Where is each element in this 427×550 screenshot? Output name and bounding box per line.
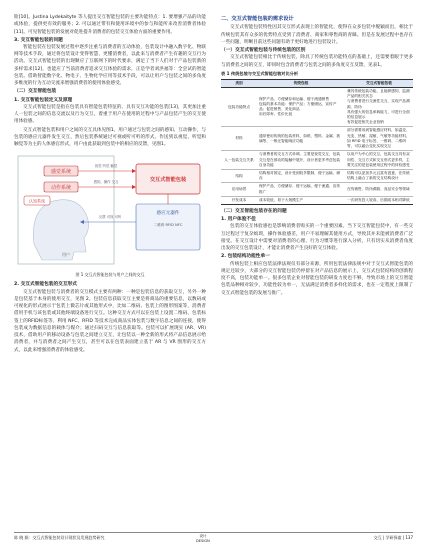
paragraph: 智能包装在包装发展过程中逐步注重与消费者的互动体验，包装设计中融入数字化、物联网等技术手段，通过将包装设计变得智慧，更懂消费者，以此来与消费者产生有趣的交互行为活动。交互式智能包装的出现顺应了互联网下的时代要求，满足了当下人们对于产品包装新的多样需求[12]，也能应了当前消费者追求交互体验的需求，正是学者刘洪福等：全尝试的智能包装。借助智能数字化、物电子、生物化学应用等技术手段，可以让用户与包装之间的多角度多维度的行为互动交流来增强消费者的使用体验感受。 [14,44,206,87]
table-row [221,127,413,151]
subsection-heading: 1. 交互智能包装定义及原理 [14,97,73,103]
page-footer [14,532,413,544]
tag-feedback: 反馈 可视 可听 [98,215,122,220]
diagram-svg [14,152,206,270]
subsection-heading: 2. 交互式智能包装的交互形式 [14,282,77,288]
subsection-heading: 2. 包装结构功能性单一 [221,254,270,260]
footer-page-info: 交互 | 学研探索 | 137 [373,535,413,540]
table-cell: 包装功能特点 [221,88,257,127]
table-header: 类别 [221,79,257,87]
paragraph: 交互式智能包装特性因其交互形式表现上的智能化，使得在众多包装中脱颖而出，相比于传统包装其有众多的优势特点受到了消费者、商家和零售商的青睐。但是在发展过程中也存在一些问题，明晰目前这些问题有助于更好地进行包装设计。 [221,25,413,45]
subsection-heading: （一）交互式智能包装与传统包装的区别 [221,48,306,54]
table-cell: 应用场景 [221,183,257,196]
paragraph: 包装的交互体验感也是影响消费者购买的一个重要因素。当下交互智能包装中，有一些交互过程过于复杂烦琐，操作体验感差，用户不易理解其使用方式，导致其并未能被消费者广泛接受。在交互设计中需要对消费者的心理、行为习惯等进行深入分析，只有切实从消费者角度出发的交互包装设计，才能让消费者产生良好的交互体验。 [221,224,413,252]
paragraph: 交互式智能包装是指在包装具有智能包装特征的、具有交互功能的包装[13]，其更加注重人一包装之间的信息交流以及行为交互，着重于用户在使用的过程中与产品包装产生的交互使用体验感。 [14,104,206,125]
table-cell: 材料 [221,127,257,151]
sense-system-label: 感觉系统 [50,169,72,176]
table-cell: 以用户为中心的交互，包装交互具有双向性、交互方式和交互形式更多样，主要关注的是包装使用过程中的体验感受 [345,151,413,170]
sensor-label: 感应元器件 [156,211,180,217]
table-header-row [221,79,413,87]
table-header: 传统包装 [257,79,345,87]
section-heading: （二）交互智能包装 [14,89,57,95]
arrow-head [132,169,136,173]
paragraph: 交互式智能包装与消费者的交互模式主要有两种：一种是包装信息的获取交互，另外一种是包装基于本身的使用交互，见图 2。包装信息获取交互主要是将商品的重要信息，以数码或可视化的形式展示于包装上微芯片或其他形式中，比如二维码、包装上的图形图案等，消费者借用手机与该包装或其他终端设备进行交互。这种交互方式可以在包装上设置二维码、包装标签上的RFID标签等，利用 NFC、RFID 等技术完成商品实体包装与数字信息之间的连接，使得包装成为数据信息的载体与媒介；通过扫码交互与信息获取等。包装可以扩展现实 (AR、VR) 技术，借助用户的移动设备与包装之间建立交互，让包装以一种全新的形式将产品信息展示给消费者，并与消费者之间产生交互，甚至可以在包装表面建立基于 AR 与 VR 图形的交互方式，以此来增强消费者的体验感受。 [14,289,206,353]
footer-article-title: 陈 晓 娟：交互式智能包装设计现状及发展趋势研究 [14,535,105,540]
subsection-heading: 1. 用户体验不佳 [221,217,256,223]
comparison-table [221,79,413,205]
table-cell: 兼具传统包装功能，且能够感知、监测产品的相关状态 与消费者进行交流性交互、实现产品溯源、防伪 具有强大的信息承载能力，可进行全面的信息展示 有效促进相关企业营销 [345,88,413,127]
table-cell: 部分需要用到智能感应材料，如温变、光变、热敏、湿敏、气敏等功能材料，如 RFID 电子标签、一维码、二维码等，可以融合变化实现交互 [345,127,413,151]
table-row [221,88,413,127]
user-label: 用户 [62,252,70,258]
interaction-diagram [14,152,206,270]
user-head-icon [33,200,88,260]
table-cell: 保护产品、方便储存、便于运输、便于流通、宣传推广 [257,183,345,196]
paragraph: 险[10]。Justina Lydekaityte 等人提出交互智能包装的主要功能特点：1. 要增强产品的功能或体验，提供更有效的服务；2. 可以通过带有和使用环境中的参与和能所来改善消费者体验[11]。可见智能包装的发展对促进提升消费者的包装交互体验方面的重要作用。 [14,15,206,35]
tag-action: 感知、操作 交互 [93,180,119,185]
table-row [221,169,413,182]
table-cell: 一次研发投入较高，后期成本相对降低 [345,196,413,204]
motion-system-label: 动作系统 [50,185,72,192]
table-caption: 表 1 传统包装与交互式智能包装对比分析 [221,70,299,76]
tag-visual: 视觉 听觉 触觉 [94,164,118,169]
table-cell: 结构相对固定，设计受到较多限制，便于运输、储存 [257,169,345,182]
table-cell: 与消费者的交互方式单调，主要是视觉交互，包装交互是在被动的接触中展开，设计者更多考虑包装自身功能 [257,151,345,170]
section-heading: 二、交互式智能包装的需求设计 [221,16,294,22]
table-row [221,151,413,170]
table-row [221,196,413,204]
paragraph: 交互式智能包装和用户之间的交互具体见图1。用户通过与包装之间的感知、互动操作，与包装的感应元器件发生交互，然后包装系统通过可视或听可听的形式，作送到以视觉、听觉和触觉等为主的人体感官形式，用户由此获取到包装中的相应的反馈，见图1。 [14,127,206,148]
table-cell: 成本较低，易于大规模生产 [257,196,345,204]
footer-journal-mark: 设计 DESIGN [196,534,210,543]
right-column [221,14,413,298]
paragraph: 传统包装上相应包装法律法规仅有部分来源，所用包装法律法规中对于交互式智能包装的规定还较少，大部分的交互智能包装仍停留在对产品信息的展示上，交互式包装结构的创新程度不高，包装功能单一。很多包装企业对智能包装的研发力度也不够，导致市场上的交互智能包装品种相对较少，功能性较为单一，无法满足消费者多样化的需求，也在一定程度上限制了交互式智能包装的发展与推广。 [221,261,413,296]
figure-caption: 图 1 交互式智能包装与用户之间的交互 [75,272,145,278]
table-cell: 通常使用传统的包装材料，如纸、塑料、金属、玻璃等，一般无智能响应功能 [257,127,345,151]
table-cell: 保护产品、方便储存和运输、便于流通销售 包装的基本功能：保护产品；方便储运、宣传产品；促进销售、美化商品 用后即弃、性价比低 [257,88,345,127]
arrow-head [132,185,136,189]
tag-info: 二维码 RFID NFC [153,223,183,228]
left-column [14,14,206,355]
subsection-heading: （二）交互智能包装存在的问题 [221,208,287,214]
paragraph: 交互式智能包装相比于传统包装，除具了传统包装功能特点的基础上，还需要着眼于更多与消费者之间的交互，即同时包含消费者与包装之间的多角度交互反馈，见表1。 [221,55,413,68]
table-cell: 开发成本 [221,196,257,204]
table-cell: 结构 [221,169,257,182]
table-row [221,183,413,196]
table-cell: 结构可以更加多元且富有创意，在传统结构上融合了新的交互结构设计 [345,169,413,182]
table-header: 交互式智能包装 [345,79,413,87]
table-cell: 人一包装交互关系 [221,151,257,170]
smart-package-label: 交互式智能包装 [149,177,187,184]
cognition-label: 认知系统 [29,198,45,204]
section-heading: 3. 交互智能包装的问题 [14,37,63,43]
table-cell: 在线销售、防伪溯源、食品安全等领域 [345,183,413,196]
